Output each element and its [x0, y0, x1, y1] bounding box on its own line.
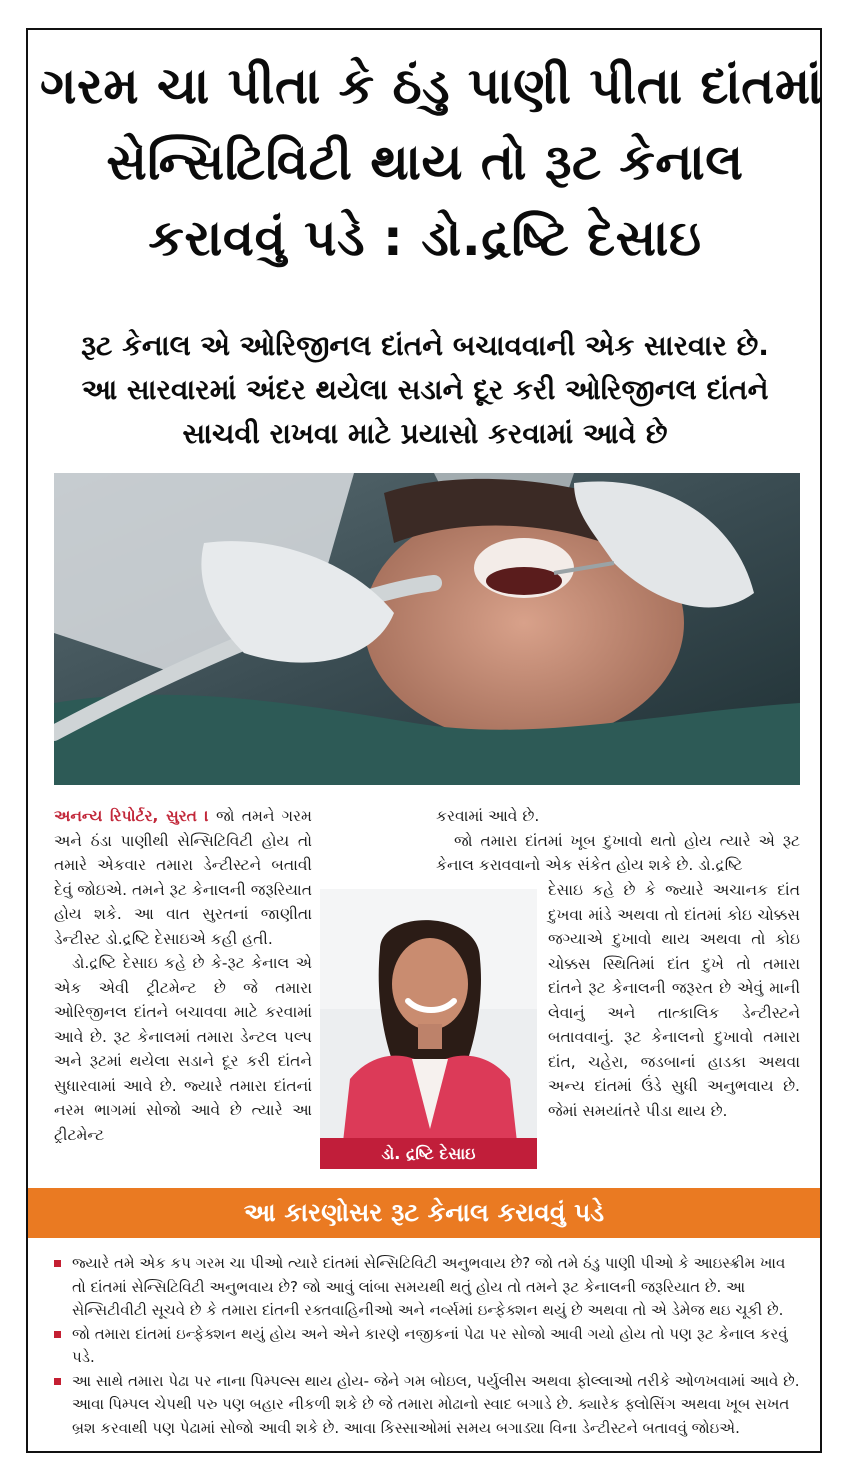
- reasons-banner: આ કારણોસર રૂટ કેનાલ કરાવવું પડે: [28, 1188, 820, 1238]
- reasons-list: [54, 1252, 800, 1440]
- list-item-text: આ સાથે તમારા પેઢા પર નાના પિમ્પલ્સ થાય હોય- જેને ગમ બોઇલ, પર્યુલીસ અથવા ફોલ્લાઓ તરીકે ઓળખવામાં આવે છે. આવા પિમ્પલ ચેપથી પરુ પણ બહાર નીકળી શકે છે જે તમારા મોઢાનો સ્વાદ બગાડે છે. ક્યારેક ફ્લોસિંગ અથવા ખૂબ સખત બ્રશ કરવાથી પણ પેઢામાં સોજો આવી શકે છે. આવા કિસ્સાઓમાં સમય બગાડ્યા વિના ડેન્ટીસ્ટને બતાવવું જોઇએ.: [72, 1371, 800, 1437]
- article-column-2-top: [436, 804, 800, 878]
- bullet-square-icon: [54, 1378, 61, 1385]
- subhead-line-3: સાચવી રાખવા માટે પ્રયાસો કરવામાં આવે છે: [182, 417, 668, 450]
- list-item: [54, 1370, 800, 1441]
- paragraph-2: ડો.દ્રષ્ટિ દેસાઇ કહે છે કે-રૂટ કેનાલ એ એક એવી ટ્રીટમેન્ટ છે જે તમારા ઓરિજીનલ દાંતને બચાવવા માટે કરવામાં આવે છે. રૂટ કેનાલમાં તમારા ડેન્ટલ પલ્પ અને રૂટમાં થયેલા સડાને દૂર કરી દાંતને સુધારવામાં આવે છે. જ્યારે તમારા દાંતનાં નરમ ભાગમાં સોજો આવે છે ત્યારે આ ટ્રીટમેન્ટ: [54, 954, 312, 1144]
- headline: [40, 48, 823, 276]
- paragraph-1: જો તમને ગરમ અને ઠંડા પાણીથી સેન્સિટિવિટી હોય તો તમારે એકવાર તમારા ડેન્ટીસ્ટને બતાવી દેવું જોઇએ. તમને રૂટ કેનાલની જરૂરિયાત હોય શકે. આ વાત સુરતનાં જાણીતા ડેન્ટીસ્ટ ડો.દ્રષ્ટિ દેસાઇએ કહી હતી.: [54, 807, 312, 948]
- bullet-square-icon: [54, 1260, 61, 1267]
- article-column-2: [548, 878, 800, 1123]
- subhead-line-1: રૂટ કેનાલ એ ઓરિજીનલ દાંતને બચાવવાની એક સારવાર છે.: [81, 329, 769, 362]
- paragraph-3-top: જો તમારા દાંતમાં ખૂબ દુખાવો થતો હોય ત્યારે એ રૂટ કેનાલ કરાવવાનો એક સંકેત હોય શકે છે. ડો.દ્રષ્ટિ: [436, 831, 800, 874]
- portrait-caption: ડો. દ્રષ્ટિ દેસાઇ: [320, 1138, 537, 1169]
- subheadline: [40, 324, 810, 456]
- paragraph-2-continued: કરવામાં આવે છે.: [436, 807, 540, 825]
- headline-line-2: સેન્સિટિવિટી થાય તો રૂટ કેનાલ: [106, 133, 744, 191]
- doctor-portrait: [320, 889, 537, 1169]
- list-item: [54, 1252, 800, 1323]
- bullet-square-icon: [54, 1331, 61, 1338]
- list-item-text: જો તમારા દાંતમાં ઇન્ફેક્શન થયું હોય અને એને કારણે નજીકનાં પેઢા પર સોજો આવી ગયો હોય તો પણ રૂટ કેનાલ કરવું પડે.: [72, 1324, 788, 1366]
- article-column-1: [54, 804, 312, 1147]
- headline-line-3: કરાવવું પડે : ડો.દ્રષ્ટિ દેસાઇ: [148, 209, 702, 267]
- headline-line-1: ગરમ ચા પીતા કે ઠંડુ પાણી પીતા દાંતમાં: [40, 57, 823, 115]
- dental-treatment-photo: [54, 473, 800, 785]
- paragraph-3-rest: દેસાઇ કહે છે કે જ્યારે અચાનક દાંત દુખવા માંડે અથવા તો દાંતમાં કોઇ ચોક્કસ જગ્યાએ દુખાવો થાય અથવા તો કોઇ ચોક્કસ સ્થિતિમાં દાંત દુખે તો તમારા દાંતને રૂટ કેનાલની જરૂરત છે એવું માની લેવાનું અને તાત્કાલિક ડેન્ટીસ્ટને બતાવવાનું. રૂટ કેનાલનો દુખાવો તમારા દાંત, ચહેરા, જડબાનાં હાડકા અથવા અન્ય દાંતમાં ઉંડે સુધી અનુભવાય છે. જેમાં સમયાંતરે પીડા થાય છે.: [548, 881, 800, 1120]
- list-item: [54, 1323, 800, 1370]
- list-item-text: જ્યારે તમે એક કપ ગરમ ચા પીઓ ત્યારે દાંતમાં સેન્સિટિવિટી અનુભવાય છે? જો તમે ઠંડુ પાણી પીઓ કે આઇસ્ક્રીમ ખાવ તો દાંતમાં સેન્સિટિવિટી અનુભવાય છે? જો આવું લાંબા સમયથી થતું હોય તો તમને રૂટ કેનાલની જરૂરિયાત છે. આ સેન્સિટીવીટી સૂચવે છે કે તમારા દાંતની રક્તવાહિનીઓ અને નર્વ્સમાં ઇન્ફેક્શન થયું છે અથવા તો એ ડેમેજ થઇ ચૂકી છે.: [72, 1254, 786, 1319]
- byline: અનન્ય રિપોર્ટર, સુરત ।: [54, 807, 209, 825]
- subhead-line-2: આ સારવારમાં અંદર થયેલા સડાને દૂર કરી ઓરિજીનલ દાંતને: [81, 373, 769, 406]
